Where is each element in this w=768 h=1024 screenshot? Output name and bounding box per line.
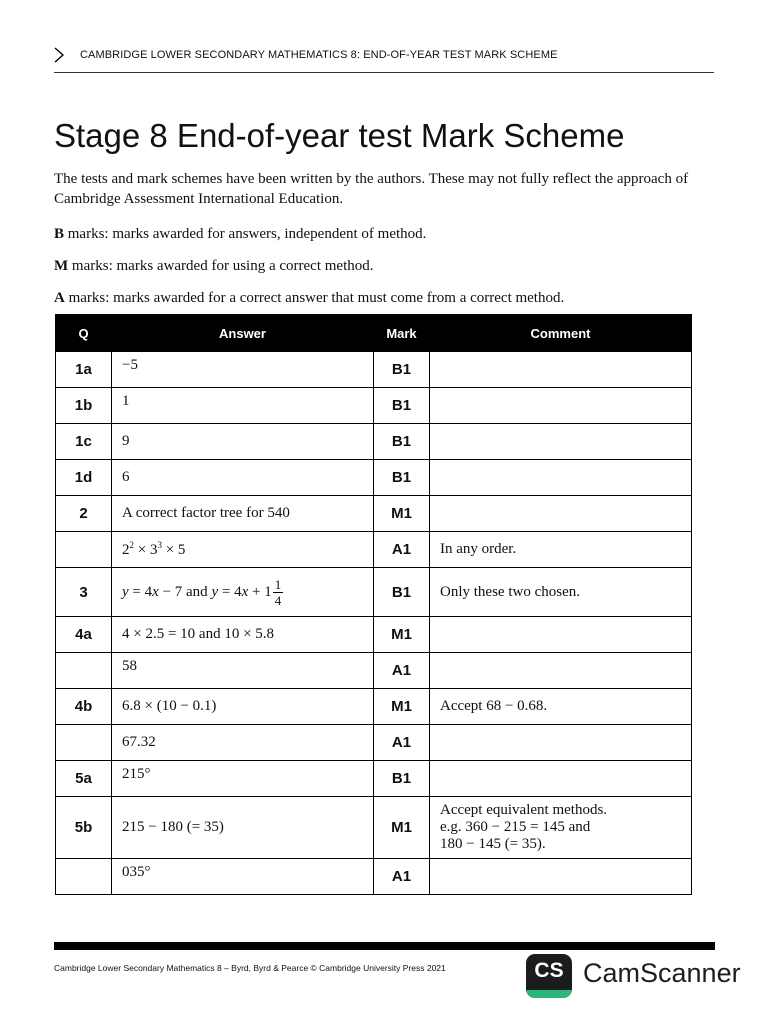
mark-cell: B1: [374, 388, 430, 424]
table-row: [56, 653, 692, 689]
chevron-right-icon: [54, 47, 64, 63]
answer-cell: 67.32: [112, 725, 374, 761]
mark-cell: M1: [374, 496, 430, 532]
mark-cell: B1: [374, 352, 430, 388]
question-cell: 5b: [56, 797, 112, 859]
answer-cell: 9: [112, 424, 374, 460]
table-row: [56, 617, 692, 653]
answer-text: 58: [122, 658, 137, 674]
answer-cell: 4 × 2.5 = 10 and 10 × 5.8: [112, 617, 374, 653]
page-title: Stage 8 End-of-year test Mark Scheme: [54, 117, 625, 154]
question-cell: [56, 725, 112, 761]
comment-cell: [430, 424, 692, 460]
header-divider: [54, 72, 714, 73]
comment-cell: [430, 725, 692, 761]
answer-var: x: [241, 583, 249, 600]
question-cell: 1c: [56, 424, 112, 460]
comment-cell: [430, 496, 692, 532]
footer-copyright: Cambridge Lower Secondary Mathematics 8 – Byrd, Byrd & Pearce © Cambridge University Press 2021: [54, 963, 446, 973]
comment-cell: [430, 388, 692, 424]
camscanner-wordmark: CamScanner: [583, 958, 741, 988]
answer-text: −5: [122, 357, 138, 373]
answer-cell: [112, 859, 374, 895]
comment-line: e.g. 360 − 215 = 145 and: [440, 819, 591, 835]
fraction-numerator: 1: [274, 576, 282, 592]
mark-cell: M1: [374, 797, 430, 859]
table-row: [56, 352, 692, 388]
question-cell: 1d: [56, 460, 112, 496]
mark-cell: A1: [374, 725, 430, 761]
comment-cell: [430, 653, 692, 689]
table-row: [56, 797, 692, 859]
table-row: [56, 689, 692, 725]
answer-cell: [112, 532, 374, 568]
mark-cell: B1: [374, 424, 430, 460]
question-cell: 1b: [56, 388, 112, 424]
table-row: [56, 496, 692, 532]
table-header-row: [56, 315, 692, 352]
comment-cell: [430, 352, 692, 388]
mark-definition-m: [54, 257, 373, 276]
fraction-denominator: 4: [274, 592, 282, 608]
question-cell: 5a: [56, 761, 112, 797]
question-cell: 3: [56, 568, 112, 617]
intro-paragraph: The tests and mark schemes have been written by the authors. These may not fully reflect the approach of Cambridge Assessment International Education.: [54, 171, 689, 207]
mark-description: marks: marks awarded for using a correct method.: [68, 258, 374, 274]
question-cell: 2: [56, 496, 112, 532]
question-cell: [56, 532, 112, 568]
table-row: [56, 388, 692, 424]
question-cell: [56, 653, 112, 689]
answer-cell: 6: [112, 460, 374, 496]
answer-text: 215°: [122, 766, 151, 782]
mark-cell: B1: [374, 568, 430, 617]
answer-term: = 4: [128, 583, 153, 600]
comment-line: Accept equivalent methods.: [440, 802, 608, 818]
question-cell: 1a: [56, 352, 112, 388]
comment-cell: Only these two chosen.: [430, 568, 692, 617]
question-cell: 4b: [56, 689, 112, 725]
mark-cell: A1: [374, 532, 430, 568]
answer-text: 1: [122, 393, 130, 409]
header-q: Q: [56, 315, 112, 352]
mark-scheme-table: [55, 314, 692, 895]
header-answer: Answer: [112, 315, 374, 352]
mark-letter: A: [54, 290, 65, 306]
mark-letter: B: [54, 226, 65, 242]
mark-cell: M1: [374, 689, 430, 725]
answer-var: y: [122, 583, 129, 600]
camscanner-logo-icon: [526, 954, 572, 998]
mark-letter: M: [54, 258, 69, 274]
answer-cell: 215 − 180 (= 35): [112, 797, 374, 859]
comment-cell: Accept 68 − 0.68.: [430, 689, 692, 725]
answer-term: = 4: [218, 583, 242, 600]
mark-cell: A1: [374, 859, 430, 895]
table-row: [56, 568, 692, 617]
mark-cell: B1: [374, 761, 430, 797]
question-cell: [56, 859, 112, 895]
answer-cell: 6.8 × (10 − 0.1): [112, 689, 374, 725]
comment-cell: In any order.: [430, 532, 692, 568]
table-row: [56, 761, 692, 797]
running-head: CAMBRIDGE LOWER SECONDARY MATHEMATICS 8: END-OF-YEAR TEST MARK SCHEME: [80, 49, 558, 61]
mark-description: marks: marks awarded for answers, independent of method.: [64, 226, 427, 242]
answer-term: × 5: [161, 542, 186, 558]
mark-definition-a: [54, 289, 564, 308]
answer-term: × 3: [134, 542, 158, 558]
mark-description: marks: marks awarded for a correct answer that must come from a correct method.: [64, 290, 565, 306]
mark-cell: A1: [374, 653, 430, 689]
table-row: [56, 725, 692, 761]
logo-band: [526, 990, 572, 998]
answer-cell: [112, 568, 374, 617]
answer-text: 035°: [122, 864, 151, 880]
answer-var: y: [211, 583, 219, 600]
comment-cell: [430, 761, 692, 797]
answer-term: − 7 and: [158, 583, 212, 600]
table-row: [56, 859, 692, 895]
mark-cell: M1: [374, 617, 430, 653]
answer-cell: [112, 352, 374, 388]
logo-letters: CS: [534, 959, 564, 982]
answer-base: 2: [122, 542, 130, 558]
answer-cell: [112, 653, 374, 689]
header-comment: Comment: [430, 315, 692, 352]
question-cell: 4a: [56, 617, 112, 653]
mark-cell: B1: [374, 460, 430, 496]
fraction: [273, 577, 284, 608]
answer-cell: [112, 388, 374, 424]
answer-term: + 1: [248, 583, 272, 600]
comment-line: 180 − 145 (= 35).: [440, 836, 546, 852]
answer-cell: A correct factor tree for 540: [112, 496, 374, 532]
comment-cell: [430, 859, 692, 895]
comment-cell: [430, 460, 692, 496]
table-row: [56, 532, 692, 568]
footer-bar: [54, 942, 715, 950]
answer-exponent: 3: [157, 540, 162, 550]
mark-definition-b: [54, 225, 426, 244]
answer-exponent: 2: [129, 540, 134, 550]
table-row: [56, 460, 692, 496]
comment-cell: [430, 797, 692, 859]
table-row: [56, 424, 692, 460]
answer-var: x: [152, 583, 159, 600]
header-mark: Mark: [374, 315, 430, 352]
answer-cell: [112, 761, 374, 797]
comment-cell: [430, 617, 692, 653]
